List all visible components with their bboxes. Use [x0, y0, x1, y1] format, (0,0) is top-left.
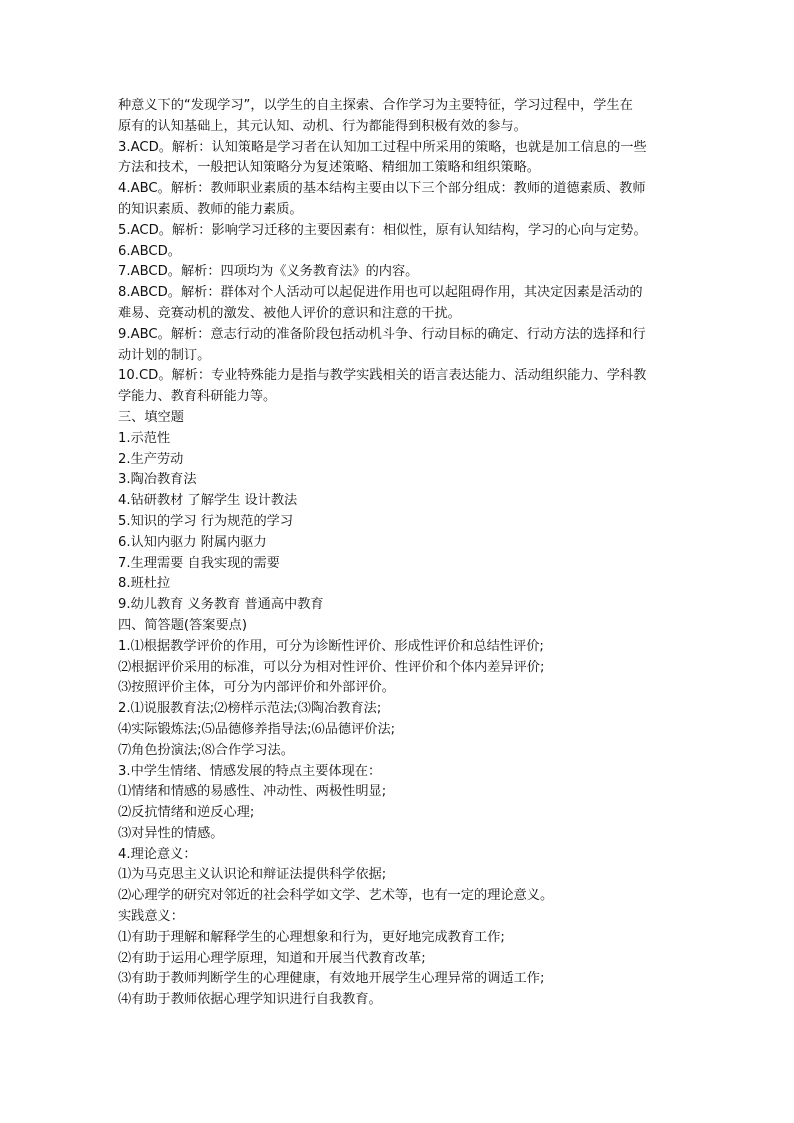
text-line: 6.ABCD。 [118, 243, 181, 259]
text-line: 5.ACD。解析：影响学习迁移的主要因素有：相似性，原有认知结构，学习的心向与定势。 [118, 222, 647, 238]
text-line: ⑵心理学的研究对邻近的社会科学如文学、艺术等，也有一定的理论意义。 [118, 888, 554, 904]
text-line: ⑶有助于教师判断学生的心理健康，有效地开展学生心理异常的调适工作; [118, 971, 545, 987]
text-line: 三、填空题 [118, 409, 184, 425]
text-line: 5.知识的学习 行为规范的学习 [118, 513, 294, 529]
text-line: ⑵根据评价采用的标准，可以分为相对性评价、性评价和个体内差异评价; [118, 659, 545, 675]
text-line: ⑶按照评价主体，可分为内部评价和外部评价。 [118, 680, 395, 696]
text-line: ⑴为马克思主义认识论和辩证法提供科学依据; [118, 867, 387, 883]
text-line: 8.班杜拉 [118, 576, 171, 592]
text-line: 9.ABC。解析：意志行动的准备阶段包括动机斗争、行动目标的确定、行动方法的选择和行 [118, 326, 646, 342]
text-line: 3.ACD。解析：认知策略是学习者在认知加工过程中所采用的策略，也就是加工信息的一些 [118, 139, 647, 155]
text-line: 1.⑴根据教学评价的作用，可分为诊断性评价、形成性评价和总结性评价; [118, 638, 544, 654]
text-line: 动计划的制订。 [118, 347, 211, 363]
text-line: 1.示范性 [118, 430, 171, 446]
text-line: 6.认知内驱力 附属内驱力 [118, 534, 267, 550]
text-line: 7.ABCD。解析：四项均为《义务教育法》的内容。 [118, 264, 419, 280]
text-line: 2.生产劳动 [118, 451, 184, 467]
text-line: 9.幼儿教育 义务教育 普通高中教育 [118, 597, 324, 613]
text-line: 学能力、教育科研能力等。 [118, 389, 277, 405]
text-line: 7.生理需要 自我实现的需要 [118, 555, 280, 571]
text-line: ⑺角色扮演法;⑻合作学习法。 [118, 742, 294, 758]
text-line: ⑵反抗情绪和逆反心理; [118, 805, 255, 821]
text-line: ⑷有助于教师依据心理学知识进行自我教育。 [118, 992, 382, 1008]
text-line: 原有的认知基础上，其元认知、动机、行为都能得到积极有效的参与。 [118, 118, 527, 134]
text-line: 四、简答题(答案要点) [118, 617, 247, 633]
text-line: 4.理论意义： [118, 846, 197, 862]
text-line: 实践意义： [118, 909, 184, 925]
text-line: 方法和技术，一般把认知策略分为复述策略、精细加工策略和组织策略。 [118, 160, 540, 176]
text-line: ⑶对异性的情感。 [118, 825, 224, 841]
document-page [118, 96, 683, 1011]
text-line: 2.⑴说服教育法;⑵榜样示范法;⑶陶冶教育法; [118, 701, 382, 717]
text-line: ⑷实际锻炼法;⑸品德修养指导法;⑹品德评价法; [118, 721, 396, 737]
text-line: ⑴情绪和情感的易感性、冲动性、两极性明显; [118, 784, 387, 800]
text-line: 3.中学生情绪、情感发展的特点主要体现在： [118, 763, 382, 779]
text-line: ⑵有助于运用心理学原理，知道和开展当代教育改革; [118, 950, 426, 966]
text-line: 4.ABC。解析：教师职业素质的基本结构主要由以下三个部分组成：教师的道德素质、教师 [118, 181, 646, 197]
text-line: 的知识素质、教师的能力素质。 [118, 201, 303, 217]
text-line: ⑴有助于理解和解释学生的心理想象和行为，更好地完成教育工作; [118, 929, 505, 945]
text-line: 种意义下的“发现学习”，以学生的自主探索、合作学习为主要特征，学习过程中，学生在 [118, 98, 633, 113]
text-line: 难易、竞赛动机的激发、被他人评价的意识和注意的干扰。 [118, 305, 461, 321]
text-line: 3.陶冶教育法 [118, 472, 197, 488]
text-line: 8.ABCD。解析：群体对个人活动可以起促进作用也可以起阻碍作用，其决定因素是活动的 [118, 285, 643, 301]
text-line: 10.CD。解析：专业特殊能力是指与教学实践相关的语言表达能力、活动组织能力、学科教 [118, 368, 647, 384]
text-line: 4.钻研教材 了解学生 设计教法 [118, 493, 298, 509]
